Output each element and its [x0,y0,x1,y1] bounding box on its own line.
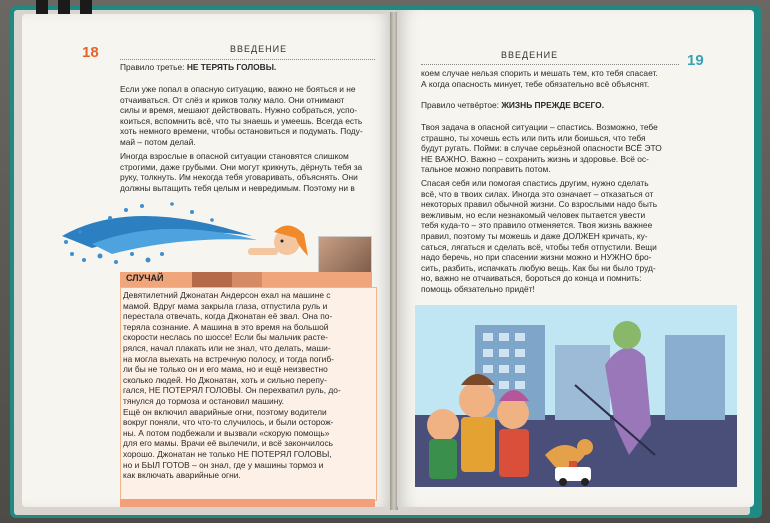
left-paragraph-1: Если уже попал в опасную ситуацию, важно не бояться и не отчаиваться. От слёз и криков толку мало. Они отнимают силы и время, мешают действовать. Нужно собраться, успо- коиться, вспомнить всё, что ты знаешь и умеешь. Всегда есть хоть немного времени, чтобы остановиться и подумать. Поду- май – потом делай. [120,84,363,147]
left-paragraph-2: Иногда взрослые в опасной ситуации становятся слишком строгими, даже грубыми. Они могут крикнуть, дёрнуть тебя за руку, толкнуть. Им некогда тебя уговаривать, объяснять. Они должны вытащить тебя целым и невредимым. Поэтому ни в [120,151,363,193]
case-bottom-band [120,499,375,507]
right-top-text: коем случае нельзя спорить и мешать тем, кто тебя спасает. А когда опасность минует, тебе обязательно всё объяснят. [421,68,658,89]
case-label-bar [120,272,372,287]
left-page [22,14,393,507]
water-splash-illustration [52,196,312,274]
photo-mother-and-son [318,236,372,276]
rule-four-heading: Правило четвёртое: ЖИЗНЬ ПРЕЖДЕ ВСЕГО. [421,100,605,110]
cartoon-street-illustration [415,305,737,487]
header-rule-right [421,64,679,65]
page-number-left: 18 [82,44,99,61]
right-paragraph-1: Твоя задача в опасной ситуации – спастись. Возможно, тебе страшно, ты хочешь есть или пить или боишься, что тебя будут ругать. Пойми: в случае серьёзной опасности ВСЁ ЭТО НЕ ВАЖНО. Важно – сохранить жизнь и здоровье. Всё ос- тальное можно поправить потом. [421,122,662,175]
right-paragraph-2: Спасая себя или помогая спастись другим, нужно сделать всё, что в твоих силах. Иногда это означает – отказаться от некоторых правил обычной жизни. Со взрослыми надо быть вежливым, но если незнакомый человек пытается увести тебя куда-то – это правило отменяется. Твоя жизнь важнее правил, поэтому ты можешь и даже ДОЛЖЕН кричать, ку- саться, лягаться и сделать всё, чтобы тебя отпустили. Вещи надо беречь, но при спасении жизни можно и НУЖНО бро- сить, разбить, испачкать любую вещь. Как бы ни было труд- но, важно не отчаиваться, бороться до конца и помнить: помощь обязательно придёт! [421,178,658,294]
rule-four-title: ЖИЗНЬ ПРЕЖДЕ ВСЕГО. [501,100,605,110]
case-story-text: Девятилетний Джонатан Андерсон ехал на машине с мамой. Вдруг мама закрыла глаза, отпустила руль и перестала отвечать, когда Джонатан её звал. Она по- теряла сознание. А машина в это время на большой скорости неслась по шоссе! Если бы мальчик расте- рялся, начал плакать или не знал, что делать, маши- на могла выехать на встречную полосу, и тогда погиб- ли бы не только он и его мама, но и ещё неизвестно сколько людей. Но Джонатан, хоть и сильно перепу- гался, НЕ ПОТЕРЯЛ ГОЛОВЫ. Он перехватил руль, до- тянулся до тормоза и остановил машину. Ещё он включил аварийные огни, поэтому водители вокруг поняли, что что-то случилось, и были осторож- ны. А потом подбежали и вызвали «скорую помощь» для его мамы. Врачи её вылечили, и всё закончилось хорошо. Джонатан не только НЕ ПОТЕРЯЛ ГОЛОВЫ, но и БЫЛ ГОТОВ – он знал, где у машины тормоз и как включать аварийные огни. [123,290,341,481]
case-label: СЛУЧАЙ [126,273,164,283]
header-rule-left [120,59,375,60]
page-number-right: 19 [687,52,704,69]
running-head-left: ВВЕДЕНИЕ [230,44,288,54]
running-head-right: ВВЕДЕНИЕ [501,50,559,60]
rule-three-title: НЕ ТЕРЯТЬ ГОЛОВЫ. [186,62,277,72]
rule-three-heading: Правило третье: НЕ ТЕРЯТЬ ГОЛОВЫ. [120,62,277,72]
